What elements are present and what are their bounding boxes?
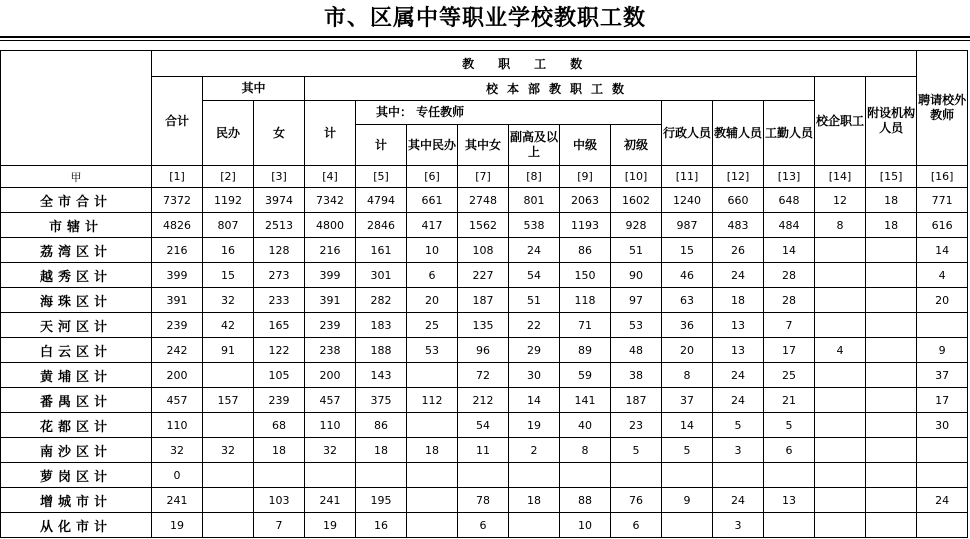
table-cell: 112 [407,388,458,413]
table-cell [203,488,254,513]
table-cell [866,488,917,513]
table-cell: 103 [254,488,305,513]
table-cell: 399 [305,263,356,288]
table-cell: 538 [509,213,560,238]
table-cell: 13 [713,338,764,363]
row-label: 市辖计 [1,213,152,238]
table-cell: 616 [917,213,968,238]
row-label: 荔湾区计 [1,238,152,263]
table-cell: 19 [509,413,560,438]
table-cell: 28 [764,263,815,288]
row-label: 白云区计 [1,338,152,363]
table-cell [866,313,917,338]
table-cell: 14 [509,388,560,413]
table-cell [866,388,917,413]
table-cell: 14 [662,413,713,438]
table-cell: 660 [713,188,764,213]
row-label: 花都区计 [1,413,152,438]
table-cell: 105 [254,363,305,388]
table-cell: 3974 [254,188,305,213]
table-cell: 24 [917,488,968,513]
table-cell: 216 [305,238,356,263]
index-cell: [7] [458,166,509,188]
table-cell: 91 [203,338,254,363]
index-cell: [5] [356,166,407,188]
table-cell [815,238,866,263]
table-cell [917,513,968,538]
table-cell: 484 [764,213,815,238]
table-cell: 18 [407,438,458,463]
table-cell: 18 [254,438,305,463]
table-cell: 118 [560,288,611,313]
table-cell: 86 [560,238,611,263]
table-cell: 32 [305,438,356,463]
table-cell [356,463,407,488]
table-cell: 86 [356,413,407,438]
table-cell: 375 [356,388,407,413]
table-cell: 28 [764,288,815,313]
table-cell: 15 [662,238,713,263]
index-cell: [16] [917,166,968,188]
table-cell [662,463,713,488]
table-cell: 457 [305,388,356,413]
table-cell [866,513,917,538]
page-title: 市、区属中等职业学校教职工数 [323,6,646,31]
table-cell: 661 [407,188,458,213]
table-cell: 42 [203,313,254,338]
table-cell: 25 [407,313,458,338]
table-cell: 6 [764,438,815,463]
table-cell [866,413,917,438]
table-cell: 4 [917,263,968,288]
table-cell [407,463,458,488]
table-cell: 2513 [254,213,305,238]
row-label: 从化市计 [1,513,152,538]
table-row [1,188,968,213]
table-cell: 807 [203,213,254,238]
table-cell: 2846 [356,213,407,238]
table-row [1,313,968,338]
of-which-header: 其中 [203,77,305,101]
table-cell: 7342 [305,188,356,213]
table-row [1,438,968,463]
title-divider [0,36,970,38]
ft-mid-header: 中级 [560,125,611,166]
table-cell: 417 [407,213,458,238]
index-label-cell: 甲 [1,166,152,188]
index-cell: [2] [203,166,254,188]
table-cell [203,413,254,438]
table-cell: 20 [662,338,713,363]
staff-table [0,50,968,538]
table-cell: 161 [356,238,407,263]
table-cell [509,463,560,488]
table-cell: 17 [917,388,968,413]
table-cell: 40 [560,413,611,438]
table-cell: 238 [305,338,356,363]
table-cell: 200 [305,363,356,388]
ft-senior-header: 副高及以上 [509,125,560,166]
table-cell [764,463,815,488]
table-cell [305,463,356,488]
table-cell: 96 [458,338,509,363]
table-cell [917,438,968,463]
table-cell: 227 [458,263,509,288]
table-cell: 1562 [458,213,509,238]
table-cell: 17 [764,338,815,363]
table-cell: 72 [458,363,509,388]
table-cell [866,238,917,263]
table-cell: 273 [254,263,305,288]
table-cell: 9 [917,338,968,363]
table-cell: 8 [662,363,713,388]
table-cell: 5 [713,413,764,438]
row-label: 天河区计 [1,313,152,338]
table-cell: 32 [152,438,203,463]
campus-total-header: 校本部教职工数 [305,77,815,101]
table-cell: 1240 [662,188,713,213]
row-label: 海珠区计 [1,288,152,313]
table-cell [203,463,254,488]
table-cell: 187 [611,388,662,413]
table-cell [815,363,866,388]
table-row [1,513,968,538]
table-cell [866,438,917,463]
table-cell: 37 [917,363,968,388]
table-cell: 26 [713,238,764,263]
table-cell: 10 [560,513,611,538]
table-cell: 282 [356,288,407,313]
table-cell: 13 [764,488,815,513]
table-cell: 71 [560,313,611,338]
table-cell: 7 [764,313,815,338]
table-cell: 19 [305,513,356,538]
table-cell [815,388,866,413]
table-cell: 51 [611,238,662,263]
aux-header: 教辅人员 [713,101,764,166]
table-cell: 188 [356,338,407,363]
table-cell: 4 [815,338,866,363]
table-cell: 216 [152,238,203,263]
table-row [1,213,968,238]
table-cell: 165 [254,313,305,338]
table-cell: 24 [713,263,764,288]
table-cell: 18 [713,288,764,313]
table-cell: 5 [611,438,662,463]
private-header: 民办 [203,101,254,166]
table-cell [203,513,254,538]
table-cell: 928 [611,213,662,238]
table-row [1,363,968,388]
table-cell [662,513,713,538]
table-cell: 239 [305,313,356,338]
table-cell: 30 [509,363,560,388]
staff-total-header: 教职工数 [152,51,917,77]
row-label: 全市合计 [1,188,152,213]
table-cell: 212 [458,388,509,413]
table-row [1,388,968,413]
ft-sum-header: 计 [356,125,407,166]
ft-private-header: 其中民办 [407,125,458,166]
corner-header [1,51,152,166]
table-cell: 157 [203,388,254,413]
table-cell: 29 [509,338,560,363]
table-cell [917,313,968,338]
table-cell: 19 [152,513,203,538]
table-cell: 200 [152,363,203,388]
table-cell: 391 [305,288,356,313]
worker-header: 工勤人员 [764,101,815,166]
table-cell: 25 [764,363,815,388]
table-cell: 7 [254,513,305,538]
table-cell: 110 [305,413,356,438]
table-cell: 4800 [305,213,356,238]
index-cell: [11] [662,166,713,188]
table-cell [866,463,917,488]
table-cell [815,488,866,513]
table-cell [815,288,866,313]
table-cell [611,463,662,488]
data-body [1,188,968,538]
table-cell: 4826 [152,213,203,238]
table-cell [815,438,866,463]
table-cell: 20 [917,288,968,313]
table-cell: 1192 [203,188,254,213]
table-cell: 36 [662,313,713,338]
table-cell: 24 [713,363,764,388]
table-cell: 38 [611,363,662,388]
table-cell: 122 [254,338,305,363]
table-cell: 18 [866,188,917,213]
table-cell: 195 [356,488,407,513]
row-label: 南沙区计 [1,438,152,463]
table-cell [509,513,560,538]
title-divider-thin [0,40,970,41]
table-cell [407,413,458,438]
table-cell: 6 [611,513,662,538]
table-cell [407,488,458,513]
table-cell: 141 [560,388,611,413]
table-cell: 53 [407,338,458,363]
table-cell [713,463,764,488]
table-cell: 8 [560,438,611,463]
table-cell: 88 [560,488,611,513]
table-cell [815,413,866,438]
table-cell: 239 [254,388,305,413]
table-cell: 150 [560,263,611,288]
table-cell: 32 [203,288,254,313]
table-cell: 46 [662,263,713,288]
table-cell: 457 [152,388,203,413]
table-cell: 987 [662,213,713,238]
campus-sum-header: 计 [305,101,356,166]
table-cell: 78 [458,488,509,513]
table-row [1,463,968,488]
index-cell: [3] [254,166,305,188]
table-cell: 771 [917,188,968,213]
table-cell: 76 [611,488,662,513]
table-cell: 5 [764,413,815,438]
table-cell: 108 [458,238,509,263]
table-cell: 21 [764,388,815,413]
table-cell [866,338,917,363]
table-cell: 24 [509,238,560,263]
table-cell: 10 [407,238,458,263]
table-cell: 110 [152,413,203,438]
table-cell [764,513,815,538]
table-cell: 18 [866,213,917,238]
table-cell: 399 [152,263,203,288]
table-cell: 23 [611,413,662,438]
index-cell: [6] [407,166,458,188]
table-cell [560,463,611,488]
table-cell [866,288,917,313]
table-cell [254,463,305,488]
table-cell: 32 [203,438,254,463]
table-cell: 37 [662,388,713,413]
table-cell [815,463,866,488]
row-label: 增城市计 [1,488,152,513]
table-cell: 9 [662,488,713,513]
table-cell [866,263,917,288]
table-cell: 5 [662,438,713,463]
table-cell: 30 [917,413,968,438]
table-cell: 6 [458,513,509,538]
table-cell [866,363,917,388]
index-row [1,166,968,188]
table-cell: 89 [560,338,611,363]
table-cell: 53 [611,313,662,338]
table-cell: 22 [509,313,560,338]
table-cell: 2748 [458,188,509,213]
table-cell: 7372 [152,188,203,213]
table-cell: 6 [407,263,458,288]
table-cell: 24 [713,488,764,513]
table-cell: 801 [509,188,560,213]
table-cell [815,313,866,338]
index-cell: [15] [866,166,917,188]
row-label: 萝岗区计 [1,463,152,488]
table-cell: 14 [917,238,968,263]
index-cell: [9] [560,166,611,188]
table-row [1,263,968,288]
table-cell: 15 [203,263,254,288]
table-cell: 183 [356,313,407,338]
table-cell: 48 [611,338,662,363]
affiliated-header: 附设机构人员 [866,77,917,166]
table-cell: 3 [713,438,764,463]
table-cell: 233 [254,288,305,313]
table-cell: 242 [152,338,203,363]
total-header: 合计 [152,77,203,166]
table-cell: 18 [356,438,407,463]
table-cell [458,463,509,488]
table-cell: 8 [815,213,866,238]
table-cell: 4794 [356,188,407,213]
index-cell: [1] [152,166,203,188]
table-cell: 16 [356,513,407,538]
table-cell: 135 [458,313,509,338]
table-cell [407,513,458,538]
table-cell: 63 [662,288,713,313]
table-cell: 13 [713,313,764,338]
enterprise-header: 校企职工 [815,77,866,166]
table-cell [407,363,458,388]
table-row [1,238,968,263]
table-cell: 12 [815,188,866,213]
table-row [1,413,968,438]
table-cell: 143 [356,363,407,388]
index-cell: [12] [713,166,764,188]
table-cell [917,463,968,488]
table-cell: 59 [560,363,611,388]
table-cell: 187 [458,288,509,313]
row-label: 越秀区计 [1,263,152,288]
table-cell: 68 [254,413,305,438]
table-cell: 391 [152,288,203,313]
table-cell: 3 [713,513,764,538]
index-cell: [8] [509,166,560,188]
table-cell: 239 [152,313,203,338]
table-cell: 1193 [560,213,611,238]
table-cell [203,363,254,388]
table-cell: 51 [509,288,560,313]
table-cell: 18 [509,488,560,513]
index-cell: [14] [815,166,866,188]
table-cell: 0 [152,463,203,488]
table-cell: 14 [764,238,815,263]
table-row [1,288,968,313]
table-cell: 24 [713,388,764,413]
index-cell: [13] [764,166,815,188]
ft-female-header: 其中女 [458,125,509,166]
table-cell: 483 [713,213,764,238]
admin-header: 行政人员 [662,101,713,166]
index-cell: [4] [305,166,356,188]
table-cell: 97 [611,288,662,313]
table-cell: 2063 [560,188,611,213]
table-row [1,338,968,363]
table-cell: 648 [764,188,815,213]
table-cell: 1602 [611,188,662,213]
table-cell: 16 [203,238,254,263]
table-cell: 90 [611,263,662,288]
row-label: 黄埔区计 [1,363,152,388]
table-row [1,488,968,513]
table-cell: 241 [305,488,356,513]
table-cell: 301 [356,263,407,288]
index-cell: [10] [611,166,662,188]
table-cell: 128 [254,238,305,263]
table-cell: 241 [152,488,203,513]
table-cell: 20 [407,288,458,313]
table-cell [815,513,866,538]
hired-header: 聘请校外教师 [917,51,968,166]
table-cell: 54 [509,263,560,288]
table-cell: 2 [509,438,560,463]
ft-junior-header: 初级 [611,125,662,166]
female-header: 女 [254,101,305,166]
table-cell: 54 [458,413,509,438]
table-cell [815,263,866,288]
row-label: 番禺区计 [1,388,152,413]
table-cell: 11 [458,438,509,463]
fulltime-header: 其中： 专任教师 [356,101,662,125]
